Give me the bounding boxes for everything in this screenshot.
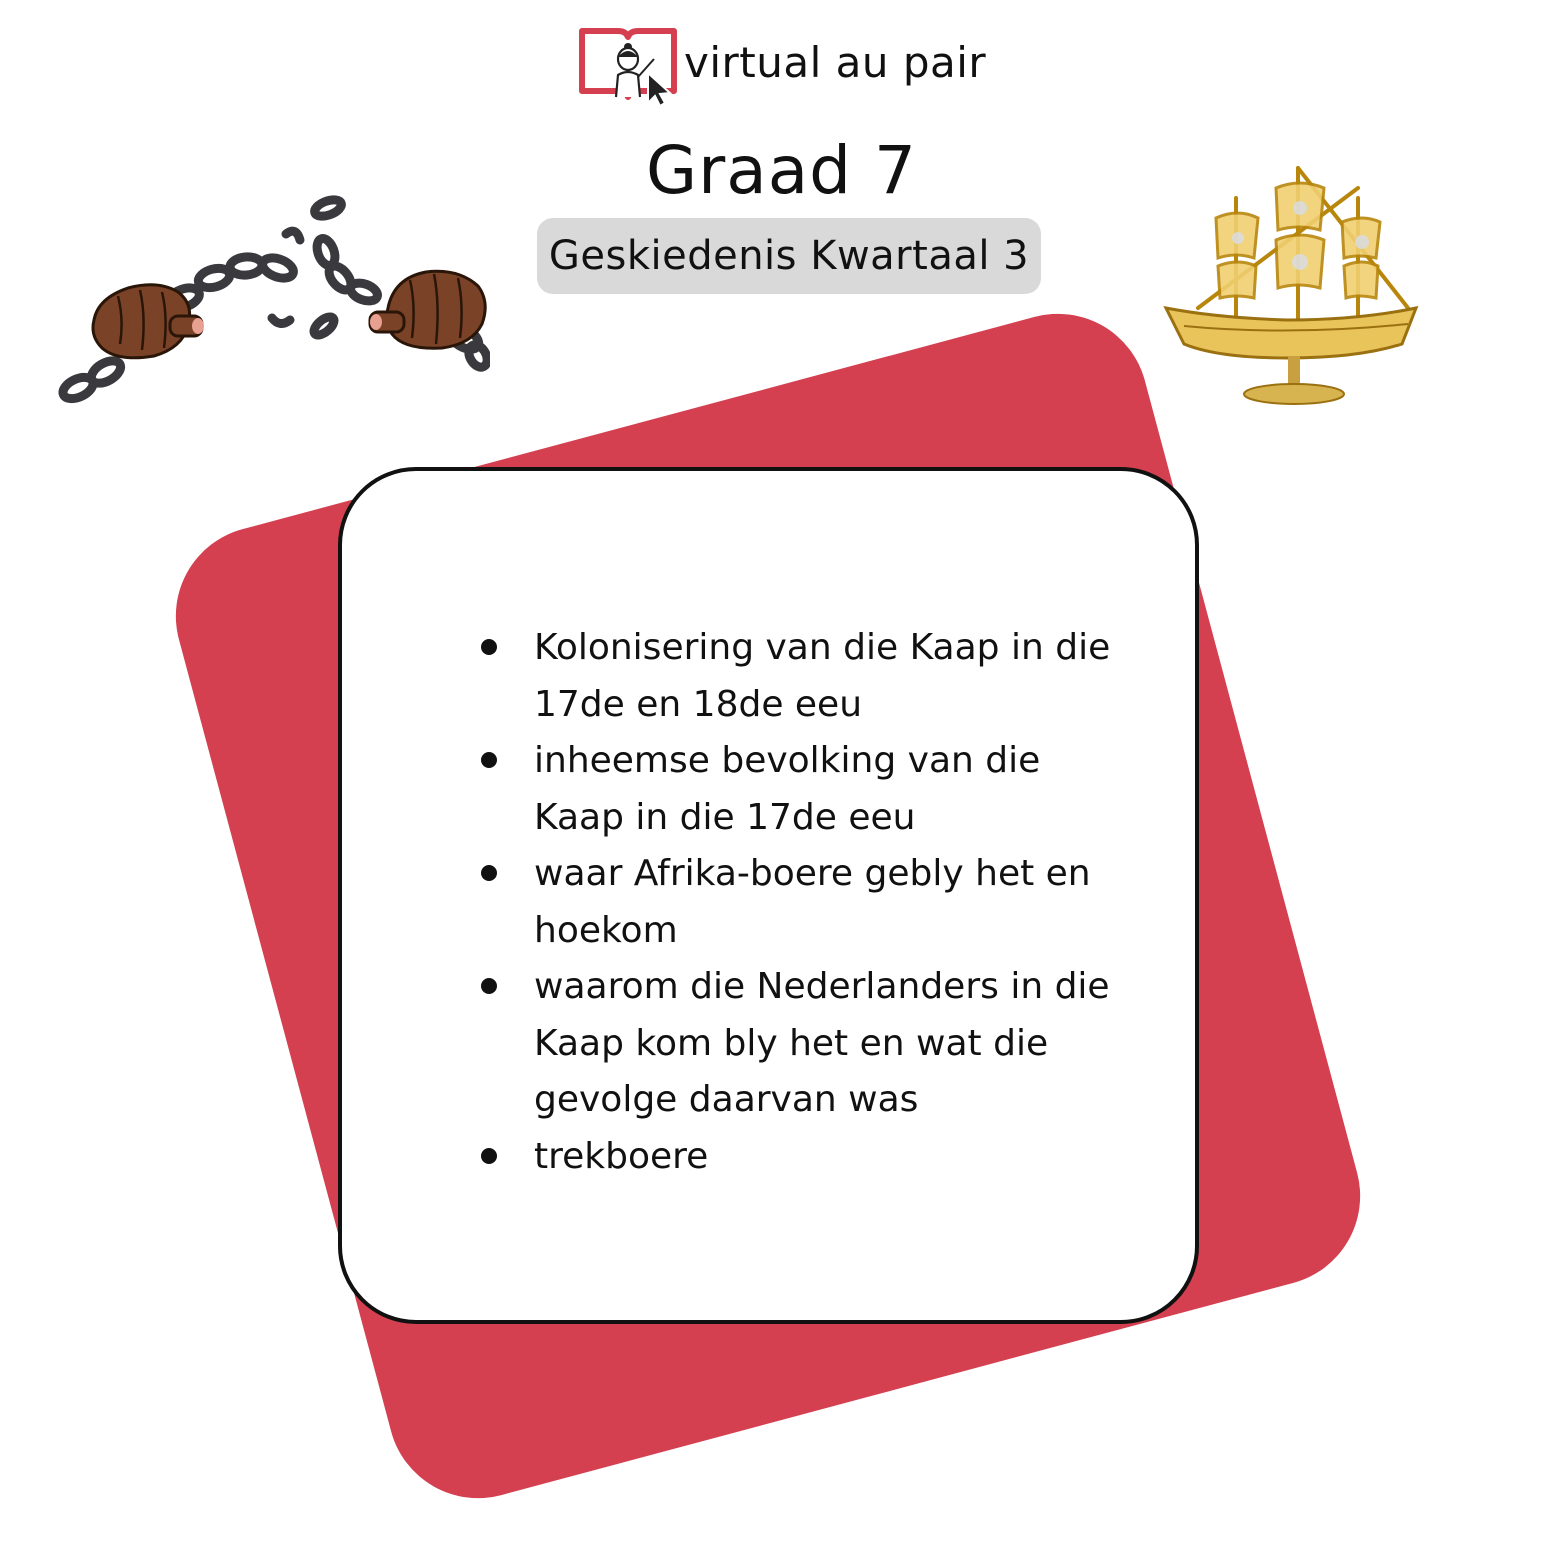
topic-list bbox=[478, 620, 1118, 1185]
bullet-icon bbox=[481, 978, 497, 994]
bullet-icon bbox=[481, 1148, 497, 1164]
book-teacher-cursor-icon bbox=[578, 25, 678, 107]
topic-text: inheemse bevolking van die Kaap in die 17de eeu bbox=[534, 740, 1041, 838]
topic-text: Kolonisering van die Kaap in die 17de en 18de eeu bbox=[534, 627, 1111, 725]
list-item bbox=[478, 733, 1118, 846]
subject-badge: Geskiedenis Kwartaal 3 bbox=[537, 218, 1041, 294]
bullet-icon bbox=[481, 752, 497, 768]
golden-ship-icon bbox=[1158, 158, 1422, 408]
list-item bbox=[478, 959, 1118, 1129]
brand bbox=[578, 24, 986, 108]
brand-name: virtual au pair bbox=[684, 37, 987, 87]
list-item bbox=[478, 1129, 1118, 1186]
bullet-icon bbox=[481, 639, 497, 655]
list-item bbox=[478, 846, 1118, 959]
list-item bbox=[478, 620, 1118, 733]
broken-chains-fists-icon bbox=[58, 188, 490, 408]
topic-text: waarom die Nederlanders in die Kaap kom bly het en wat die gevolge daarvan was bbox=[534, 966, 1110, 1120]
topic-text: waar Afrika-boere gebly het en hoekom bbox=[534, 853, 1091, 951]
bullet-icon bbox=[481, 865, 497, 881]
page-title: Graad 7 bbox=[645, 132, 918, 209]
topic-text: trekboere bbox=[534, 1135, 709, 1177]
